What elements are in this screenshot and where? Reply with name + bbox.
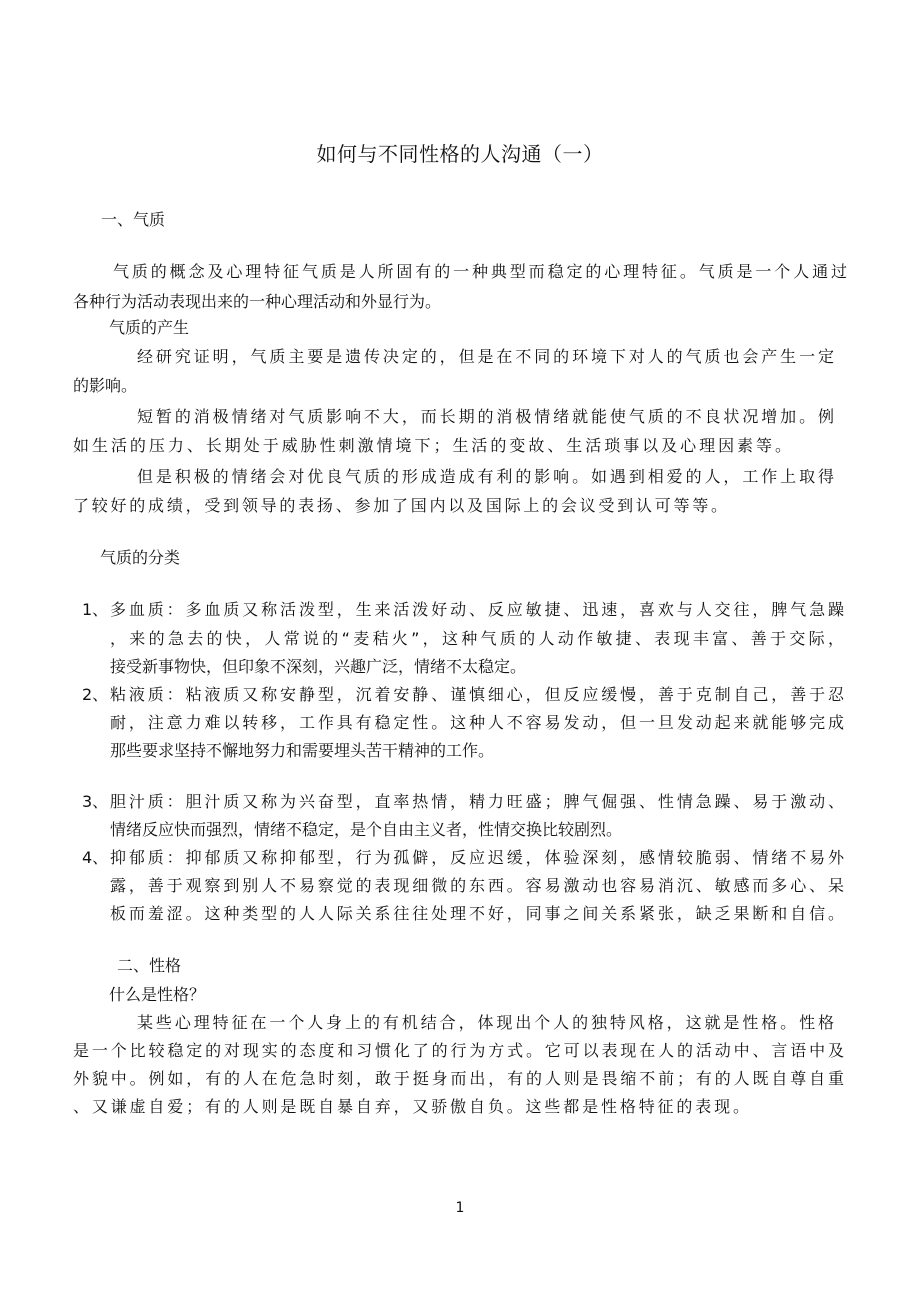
type4-line-2: 露，善于观察到别人不易察觉的表现细微的东西。容易激动也容易消沉、敏感而多心、呆: [110, 876, 844, 895]
character-line-4: 、又谦虚自爱；有的人则是既自暴自弃，又骄傲自负。这些都是性格特征的表现。: [73, 1097, 749, 1116]
type1-line-2: ，来的急去的快，人常说的“麦秸火”，这种气质的人动作敏捷、表现丰富、善于交际，: [110, 629, 844, 648]
type4-line-3: 板而羞涩。这种类型的人人际关系往往处理不好，同事之间关系紧张，缺乏果断和自信。: [110, 904, 844, 923]
origin-p1-line-1: 经研究证明，气质主要是遗传决定的，但是在不同的环境下对人的气质也会产生一定: [137, 347, 834, 366]
list-number: 2、: [82, 685, 109, 704]
page-number: 1: [455, 1200, 465, 1216]
type4-line-1: 抑郁质：抑郁质又称抑郁型，行为孤僻，反应迟缓，体验深刻，感情较脆弱、情绪不易外: [110, 848, 844, 867]
subheading-types: 气质的分类: [100, 548, 181, 567]
origin-p3-line-1: 但是积极的情绪会对优良气质的形成造成有利的影响。如遇到相爱的人，工作上取得: [137, 467, 834, 486]
type2-line-1: 粘液质：粘液质又称安静型，沉着安静、谨慎细心，但反应缓慢，善于克制自己，善于忍: [110, 685, 844, 704]
origin-p2-line-2: 如生活的压力、长期处于威胁性刺激情境下；生活的变故、生活琐事以及心理因素等。: [73, 436, 791, 455]
type3-line-1: 胆汁质：胆汁质又称为兴奋型，直率热情，精力旺盛；脾气倔强、性情急躁、易于激动、: [110, 792, 844, 811]
character-line-3: 外貌中。例如，有的人在危急时刻，敢于挺身而出，有的人则是畏缩不前；有的人既自尊自重: [73, 1069, 844, 1088]
concept-line-2: 各种行为活动表现出来的一种心理活动和外显行为。: [73, 292, 442, 311]
type3-line-2: 情绪反应快而强烈，情绪不稳定，是个自由主义者，性情交换比较剧烈。: [110, 820, 623, 839]
origin-p2-line-1: 短暂的消极情绪对气质影响不大，而长期的消极情绪就能使气质的不良状况增加。例: [137, 407, 834, 426]
origin-p3-line-2: 了较好的成绩，受到领导的表扬、参加了国内以及国际上的会议受到认可等等。: [73, 496, 727, 515]
section-heading-character: 二、性格: [117, 956, 182, 975]
concept-line-1: 气质的概念及心理特征气质是人所固有的一种典型而稳定的心理特征。气质是一个人通过: [113, 262, 847, 281]
subheading-question: 什么是性格？: [109, 985, 206, 1004]
list-number: 1、: [82, 600, 109, 619]
page-title: 如何与不同性格的人沟通（一）: [316, 142, 604, 166]
list-number: 4、: [82, 848, 109, 867]
character-line-1: 某些心理特征在一个人身上的有机结合，体现出个人的独特风格，这就是性格。性格: [137, 1013, 834, 1032]
list-number: 3、: [82, 792, 109, 811]
section-heading-temperament: 一、气质: [101, 210, 166, 229]
type1-line-3: 接受新事物快，但印象不深刻，兴趣广泛，情绪不太稳定。: [110, 657, 527, 676]
origin-p1-line-2: 的影响。: [73, 376, 138, 395]
type2-line-2: 耐，注意力难以转移，工作具有稳定性。这种人不容易发动，但一旦发动起来就能够完成: [110, 713, 844, 732]
type1-line-1: 多血质：多血质又称活泼型，生来活泼好动、反应敏捷、迅速，喜欢与人交往，脾气急躁: [110, 600, 844, 619]
character-line-2: 是一个比较稳定的对现实的态度和习惯化了的行为方式。它可以表现在人的活动中、言语中及: [73, 1041, 844, 1060]
type2-line-3: 那些要求坚持不懈地努力和需要埋头苦干精神的工作。: [110, 741, 495, 760]
subheading-origin: 气质的产生: [109, 318, 190, 337]
